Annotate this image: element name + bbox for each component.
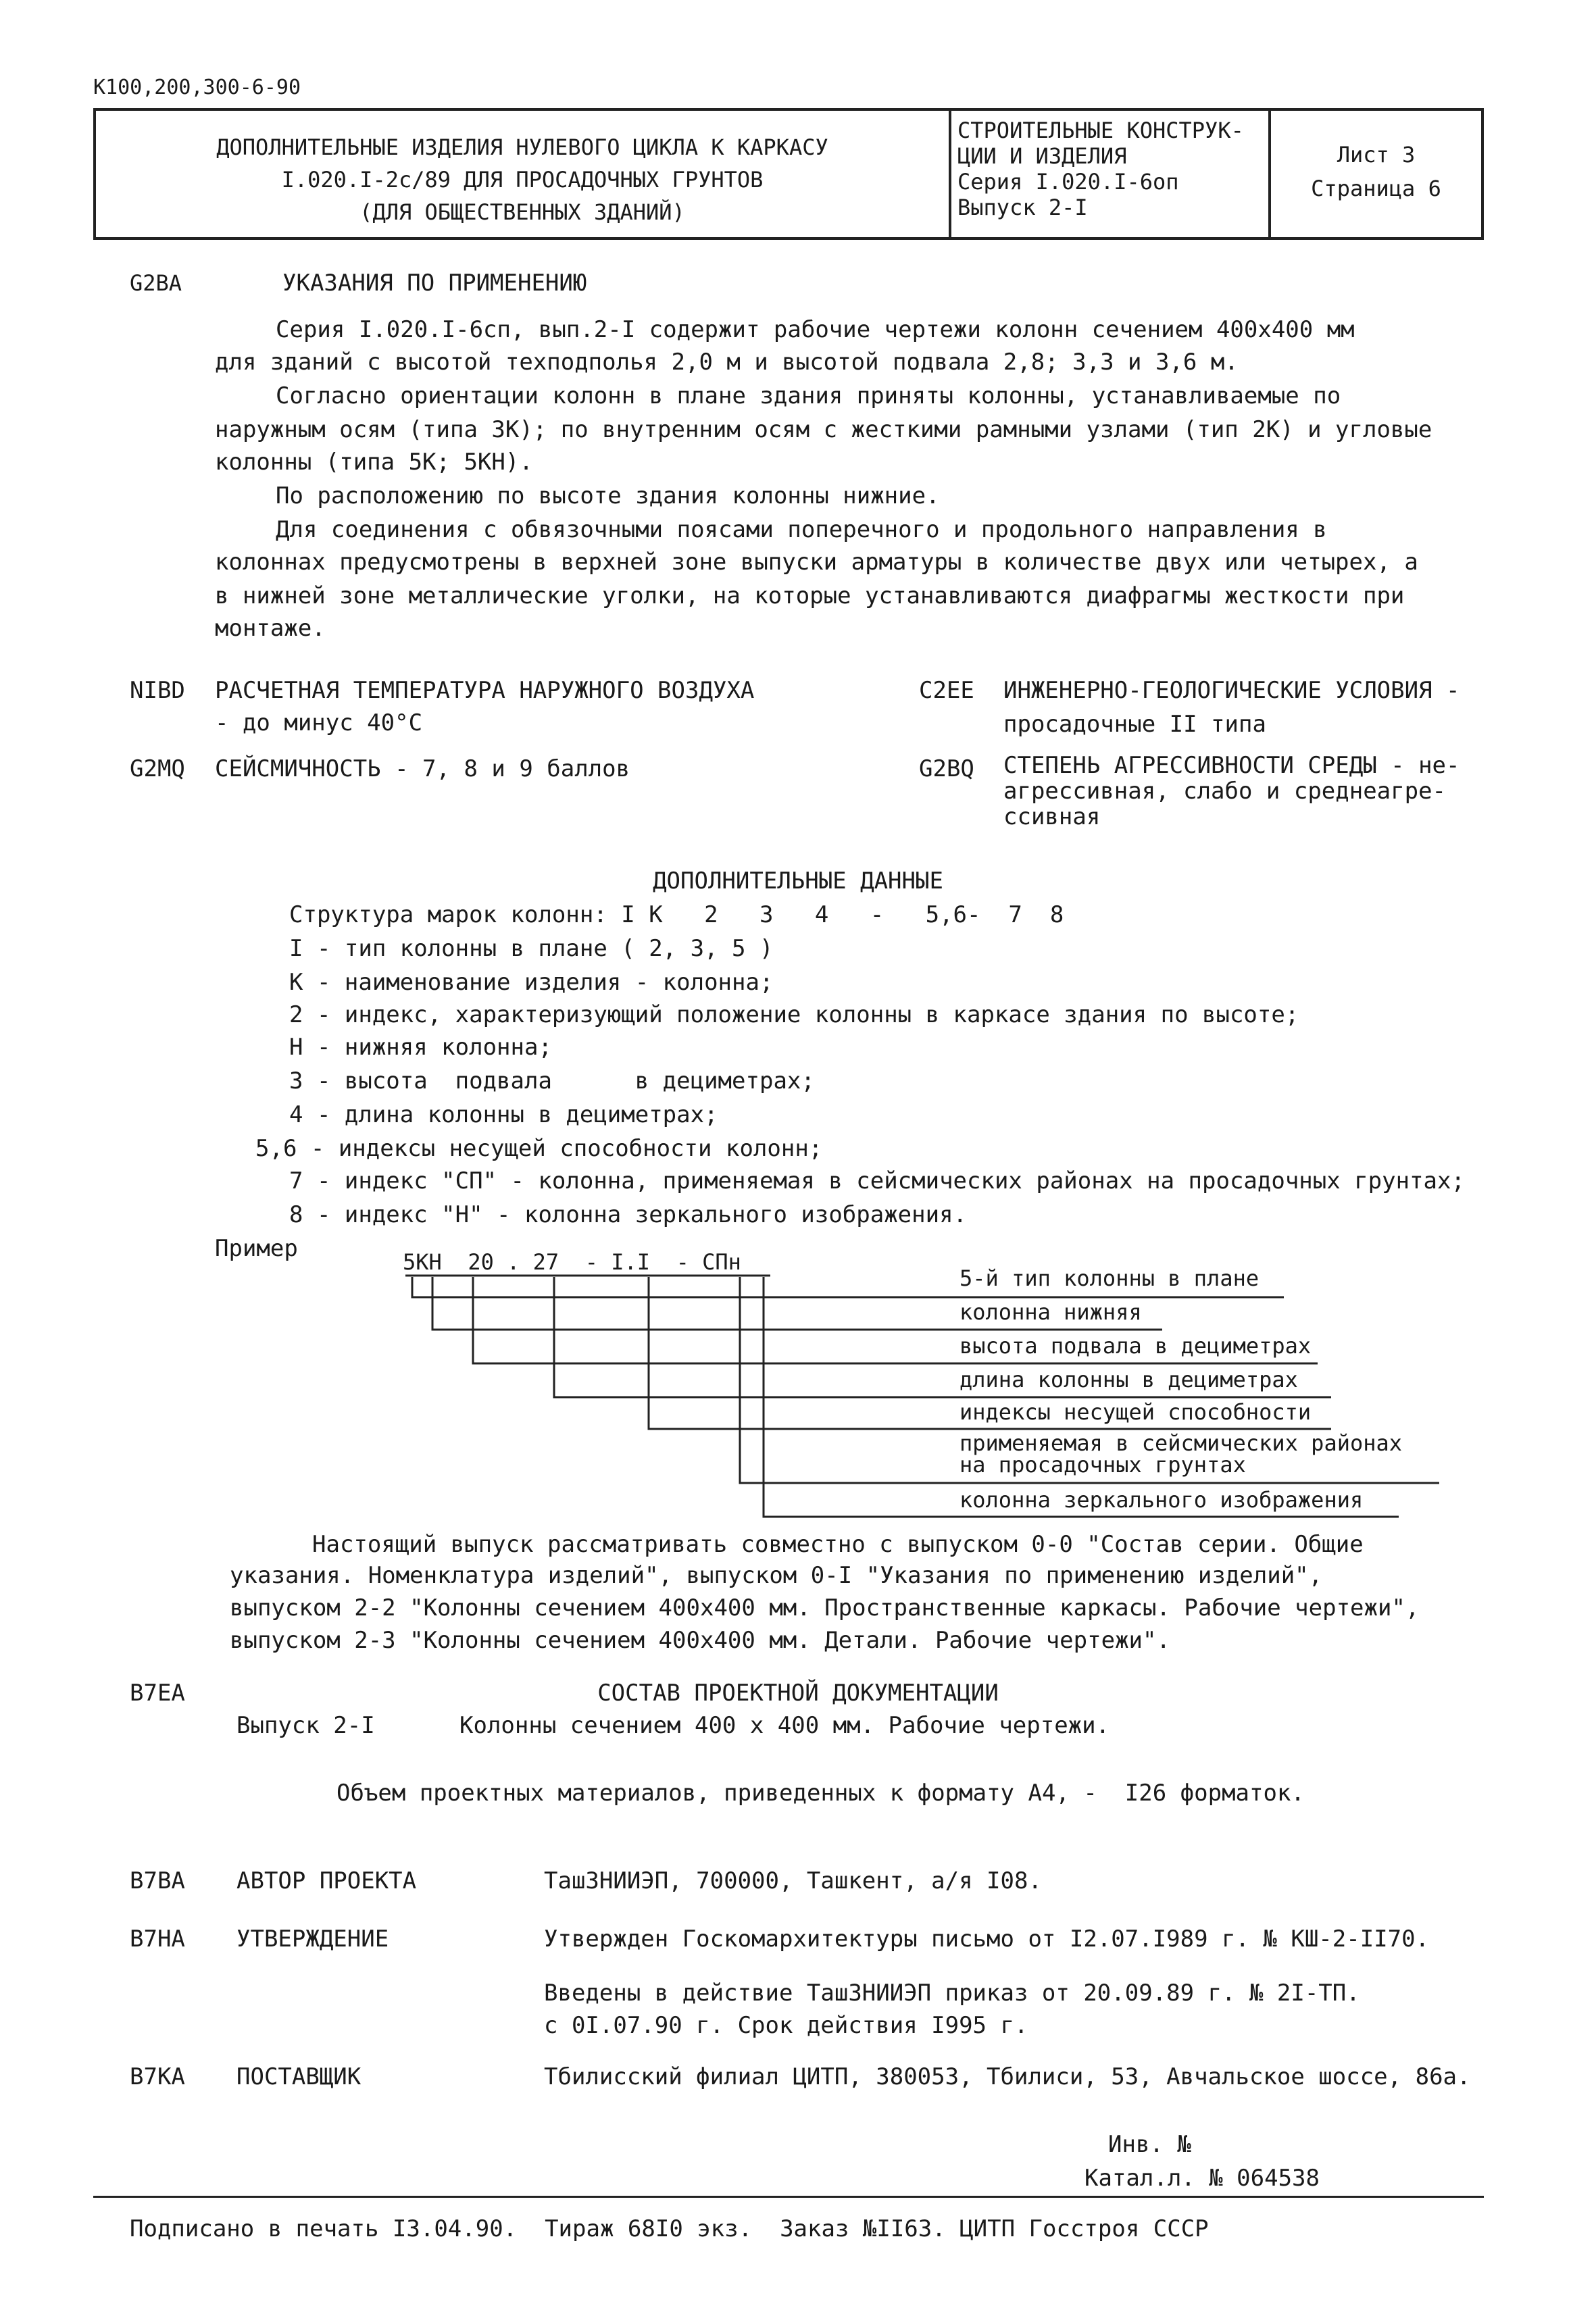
legend-item: длина колонны в дециметрах [959, 1367, 1298, 1392]
seismicity-text: СЕЙСМИЧНОСТЬ - 7, 8 и 9 баллов [215, 755, 630, 782]
aggressiveness-line: ссивная [1003, 803, 1101, 830]
application-line: колонны (типа 5К; 5КН). [215, 449, 533, 476]
application-line: для зданий с высотой техподполья 2,0 м и высотой подвала 2,8; 3,3 и 3,6 м. [215, 349, 1239, 376]
header-series-line: Выпуск 2-I [957, 195, 1088, 220]
application-line: Согласно ориентации колонн в плане здания приняты колонны, устанавливаемые по [276, 382, 1341, 409]
approval-line: Введены в действие ТашЗНИИЭП приказ от 20.09.89 г. № 2I-ТП. [544, 1980, 1360, 2007]
temperature-title: РАСЧЕТНАЯ ТЕМПЕРАТУРА НАРУЖНОГО ВОЗДУХА [215, 677, 755, 704]
legend-item: применяемая в сейсмических районах [959, 1430, 1403, 1456]
note-line: Настоящий выпуск рассматривать совместно с выпуском 0-0 "Состав серии. Общие [312, 1531, 1364, 1558]
supplier-label: ПОСТАВЩИК [236, 2063, 361, 2090]
legend-item: на просадочных грунтах [959, 1452, 1246, 1478]
temperature-tag: NIBD [130, 677, 185, 704]
application-line: Для соединения с обвязочными поясами поперечного и продольного направления в [276, 516, 1327, 543]
approval-line: с 0I.07.90 г. Срок действия I995 г. [544, 2012, 1028, 2039]
legend-item: колонна нижняя [959, 1299, 1142, 1325]
approval-line: Утвержден Госкомархитектуры письмо от I2.07.I989 г. № КШ-2-II70. [544, 1926, 1430, 1953]
author-label: АВТОР ПРОЕКТА [236, 1867, 417, 1894]
footer-divider [93, 2196, 1484, 2198]
inventory-number: Инв. № [1108, 2131, 1191, 2158]
application-line: Серия I.020.I-6сп, вып.2-I содержит рабочие чертежи колонн сечением 400х400 мм [276, 316, 1355, 343]
structure-item: 4 - длина колонны в дециметрах; [289, 1101, 718, 1128]
aggressiveness-line: СТЕПЕНЬ АГРЕССИВНОСТИ СРЕДЫ - не- [1003, 752, 1460, 779]
additional-heading: ДОПОЛНИТЕЛЬНЫЕ ДАННЫЕ [653, 867, 943, 895]
geology-tag: C2EE [919, 677, 974, 704]
legend-item: высота подвала в дециметрах [959, 1333, 1312, 1359]
print-footer: Подписано в печать I3.04.90. Тираж 68I0 экз. Заказ №II63. ЦИТП Госстроя СССР [130, 2215, 1209, 2242]
structure-item: 5,6 - индексы несущей способности колонн; [255, 1135, 823, 1162]
aggressiveness-line: агрессивная, слабо и среднеагре- [1003, 778, 1447, 805]
composition-heading: СОСТАВ ПРОЕКТНОЙ ДОКУМЕНТАЦИИ [597, 1680, 999, 1707]
structure-item: 8 - индекс "Н" - колонна зеркального изображения. [289, 1201, 968, 1228]
page-number: Страница 6 [1311, 176, 1441, 201]
supplier-tag: B7KA [130, 2063, 185, 2090]
legend-item: индексы несущей способности [959, 1399, 1312, 1425]
mark-structure: Структура марок колонн: I К 2 3 4 - 5,6- 7 8 [289, 901, 1064, 928]
approval-label: УТВЕРЖДЕНИЕ [236, 1926, 389, 1953]
sheet-number: Лист 3 [1337, 142, 1416, 168]
header-series-line: СТРОИТЕЛЬНЫЕ КОНСТРУК- [957, 118, 1244, 143]
composition-issue-description: Колонны сечением 400 х 400 мм. Рабочие чертежи. [459, 1712, 1110, 1739]
application-heading: УКАЗАНИЯ ПО ПРИМЕНЕНИЮ [282, 270, 587, 297]
example-label: Пример [215, 1235, 298, 1262]
header-series-line: ЦИИ И ИЗДЕЛИЯ [957, 143, 1127, 169]
structure-item: Н - нижняя колонна; [289, 1034, 552, 1061]
structure-item: 2 - индекс, характеризующий положение колонны в каркасе здания по высоте; [289, 1001, 1299, 1028]
note-line: выпуском 2-3 "Колонны сечением 400х400 мм. Детали. Рабочие чертежи". [230, 1627, 1170, 1654]
composition-issue: Выпуск 2-I [236, 1712, 375, 1739]
header-title-line: ДОПОЛНИТЕЛЬНЫЕ ИЗДЕЛИЯ НУЛЕВОГО ЦИКЛА К КАРКАСУ [216, 134, 828, 160]
seismicity-tag: G2MQ [130, 755, 185, 782]
supplier-value: Тбилисский филиал ЦИТП, 380053, Тбилиси, 53, Авчальское шоссе, 86а. [544, 2063, 1471, 2090]
composition-tag: B7EA [130, 1680, 185, 1707]
note-line: выпуском 2-2 "Колонны сечением 400х400 мм. Пространственные каркасы. Рабочие чертежи", [230, 1594, 1420, 1621]
aggressiveness-tag: G2BQ [919, 755, 974, 782]
approval-tag: B7HA [130, 1926, 185, 1953]
legend-item: 5-й тип колонны в плане [959, 1265, 1260, 1291]
header-series-line: Серия I.020.I-6оп [957, 169, 1179, 195]
legend-item: колонна зеркального изображения [959, 1487, 1364, 1513]
structure-item: К - наименование изделия - колонна; [289, 969, 774, 996]
application-line: монтаже. [215, 615, 326, 642]
header-title-line: I.020.I-2с/89 ДЛЯ ПРОСАДОЧНЫХ ГРУНТОВ [281, 167, 764, 193]
composition-volume: Объем проектных материалов, приведенных к формату А4, - I26 форматок. [336, 1780, 1305, 1807]
document-code: К100,200,300-6-90 [93, 76, 301, 99]
catalog-number: Катал.л. № 064538 [1084, 2165, 1320, 2192]
application-line: наружным осям (типа 3К); по внутренним осям с жесткими рамными узлами (тип 2К) и угловые [215, 416, 1432, 443]
section-tag: G2BA [130, 270, 182, 296]
author-tag: B7BA [130, 1867, 185, 1894]
temperature-value: - до минус 40°С [215, 709, 423, 736]
example-code: 5КН 20 . 27 - I.I - СПн [403, 1249, 741, 1275]
structure-item: 3 - высота подвала в дециметрах; [289, 1067, 815, 1095]
structure-item: I - тип колонны в плане ( 2, 3, 5 ) [289, 935, 774, 962]
application-line: в нижней зоне металлические уголки, на которые устанавливаются диафрагмы жесткости при [215, 582, 1405, 609]
geology-value: просадочные II типа [1003, 711, 1266, 738]
application-line: колоннах предусмотрены в верхней зоне выпуски арматуры в количестве двух или четырех, а [215, 549, 1418, 576]
structure-item: 7 - индекс "СП" - колонна, применяемая в сейсмических районах на просадочных грунтах; [289, 1167, 1465, 1194]
geology-title: ИНЖЕНЕРНО-ГЕОЛОГИЧЕСКИЕ УСЛОВИЯ - [1003, 677, 1460, 704]
header-title-line: (ДЛЯ ОБЩЕСТВЕННЫХ ЗДАНИЙ) [359, 199, 685, 225]
note-line: указания. Номенклатура изделий", выпуском 0-I "Указания по применению изделий", [230, 1562, 1323, 1589]
author-value: ТашЗНИИЭП, 700000, Ташкент, а/я I08. [544, 1867, 1042, 1894]
application-line: По расположению по высоте здания колонны нижние. [276, 482, 940, 509]
